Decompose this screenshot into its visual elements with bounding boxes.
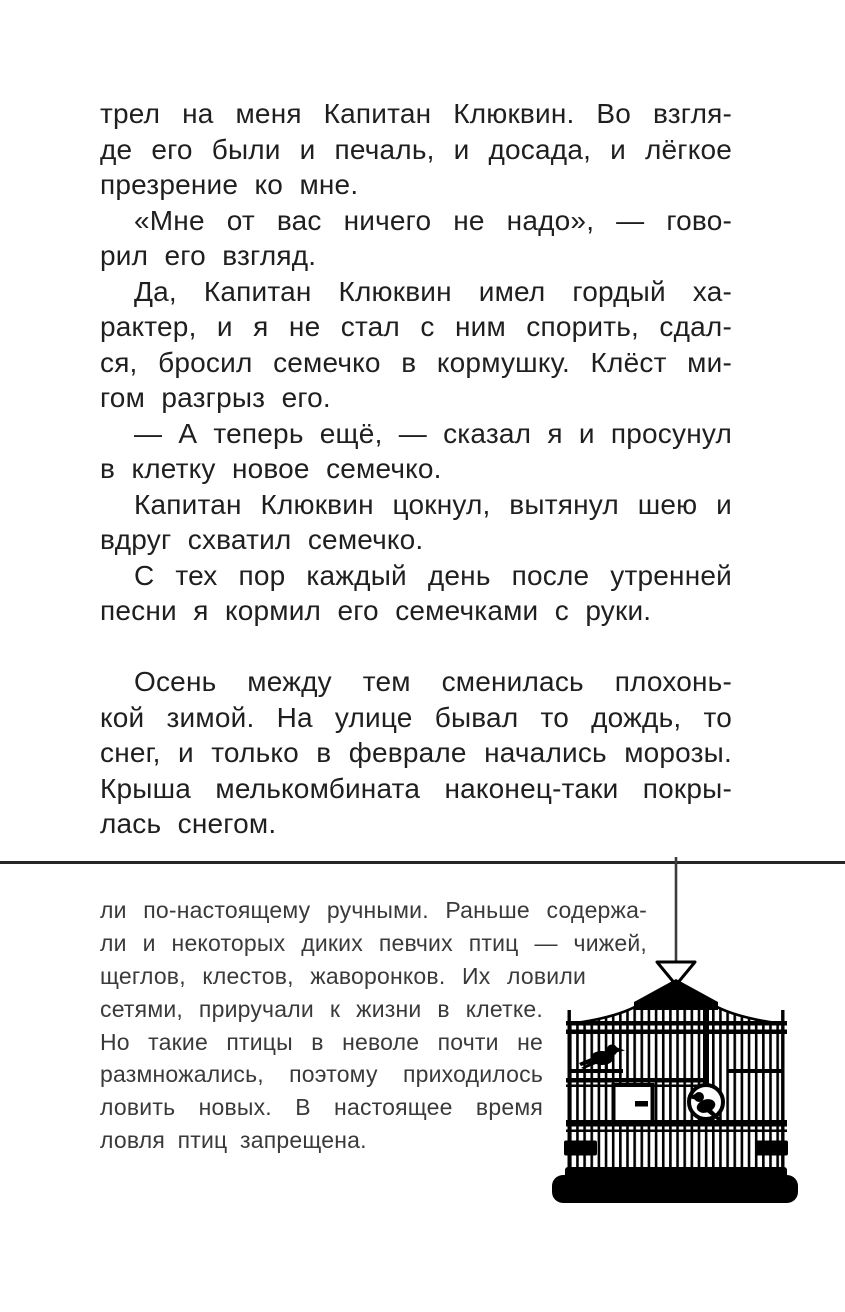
main-text-line: в клетку новое семечко. [100, 453, 442, 484]
footnote-line: ловля птиц запрещена. [100, 1127, 367, 1154]
main-text-line: гом разгрыз его. [100, 382, 331, 413]
main-text-line: С тех пор каждый день после утренней [134, 559, 732, 591]
main-text-line: трел на меня Капитан Клюквин. Во взгля- [100, 98, 732, 129]
main-text-line: — А теперь ещё, — сказал я и просунул [134, 417, 732, 449]
cage-swing-rod [703, 1006, 709, 1088]
main-text-line: вдруг схватил семечко. [100, 524, 424, 555]
main-text-line: песни я кормил его семечками с руки. [100, 595, 652, 626]
main-text-line: рил его взгляд. [100, 240, 317, 271]
main-text-line [100, 629, 732, 665]
cage-right-handle [755, 1141, 788, 1156]
cage-bars [569, 1026, 783, 1168]
cage-left-handle [564, 1141, 597, 1156]
birdcage-illustration [540, 855, 845, 1215]
main-text-block [100, 96, 732, 842]
cage-roof [634, 979, 718, 1010]
main-text-line: презрение ко мне. [100, 169, 359, 200]
footnote-line: ловить новых. В настоящее время [100, 1094, 543, 1121]
main-text-line: снег, и только в феврале начались морозы. [100, 737, 732, 768]
cage-hanging-wire [675, 857, 678, 964]
cage-base-lower [552, 1175, 798, 1203]
main-text-line: кой зимой. На улице бывал то дождь, то [100, 701, 732, 733]
footnote-line: сетями, приручали к жизни в клетке. [100, 995, 543, 1022]
main-text-line: де его были и печаль, и досада, и лёгкое [100, 133, 732, 165]
cage-middle-rail [566, 1078, 708, 1083]
main-text-line: Крыша мелькомбината наконец-таки покры- [100, 772, 732, 804]
footnote-line: Но такие птицы в неволе почти не [100, 1028, 543, 1055]
footnote-line: ли по-настоящему ручными. Раньше содержа- [100, 897, 647, 923]
footnote-line: щеглов, клестов, жаворонков. Их ловили [100, 962, 586, 989]
cage-right-perch [728, 1069, 782, 1073]
main-text-line: Да, Капитан Клюквин имел гордый ха- [134, 275, 732, 307]
cage-bottom-rail [566, 1120, 787, 1127]
main-text-line: Капитан Клюквин цокнул, вытянул шею и [134, 488, 732, 520]
main-text-line: рактер, и я не стал с ним спорить, сдал- [100, 311, 732, 342]
main-text-line: лась снегом. [100, 808, 277, 839]
cage-door-handle [635, 1101, 648, 1107]
main-text-line: ся, бросил семечко в кормушку. Клёст ми- [100, 346, 732, 378]
birdcage-svg [540, 855, 845, 1215]
main-text-line: «Мне от вас ничего не надо», — гово- [134, 204, 732, 236]
footnote-line: ли и некоторых диких певчих птиц — чижей, [100, 929, 647, 956]
main-text-line: Осень между тем сменилась плохонь- [134, 666, 732, 697]
cage-top-rail [566, 1021, 787, 1026]
footnote-line: размножались, поэтому приходилось [100, 1061, 543, 1088]
cage-left-perch [569, 1069, 623, 1073]
